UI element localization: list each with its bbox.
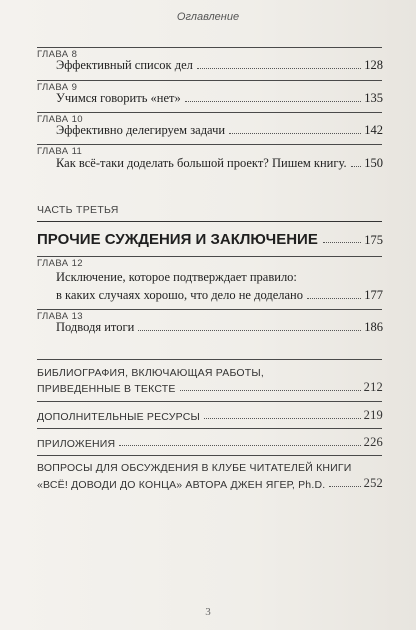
back-matter-entry[interactable] xyxy=(37,379,383,395)
leader-dots xyxy=(329,486,360,487)
toc-entry[interactable] xyxy=(56,287,383,303)
back-matter-title: ПРИЛОЖЕНИЯ xyxy=(37,438,116,450)
leader-dots xyxy=(180,390,361,391)
back-matter-title-line1: БИБЛИОГРАФИЯ, ВКЛЮЧАЮЩАЯ РАБОТЫ, xyxy=(37,367,265,379)
divider xyxy=(37,256,382,257)
part-title: ПРОЧИЕ СУЖДЕНИЯ И ЗАКЛЮЧЕНИЕ xyxy=(37,231,318,248)
leader-dots xyxy=(323,242,361,243)
toc-entry-title: Эффективный список дел xyxy=(56,58,193,72)
back-matter-page: 252 xyxy=(363,476,383,490)
divider xyxy=(37,359,382,360)
toc-entry-page: 142 xyxy=(364,123,383,137)
divider xyxy=(37,221,382,222)
back-matter-title: ДОПОЛНИТЕЛЬНЫЕ РЕСУРСЫ xyxy=(37,411,200,423)
back-matter-page: 212 xyxy=(363,380,383,394)
leader-dots xyxy=(119,445,360,446)
back-matter-title-line2: «ВСЁ! ДОВОДИ ДО КОНЦА» АВТОРА ДЖЕН ЯГЕР, Ph.D. xyxy=(37,479,326,491)
back-matter-entry[interactable] xyxy=(37,434,383,450)
toc-entry-title: Подводя итоги xyxy=(56,320,135,334)
divider xyxy=(37,309,382,310)
toc-entry[interactable] xyxy=(56,155,383,171)
leader-dots xyxy=(185,101,362,102)
part-label: ЧАСТЬ ТРЕТЬЯ xyxy=(37,204,119,216)
page-number: 3 xyxy=(205,606,211,618)
back-matter-entry[interactable] xyxy=(37,407,383,423)
chapter-label: ГЛАВА 10 xyxy=(37,114,83,125)
back-matter-page: 226 xyxy=(363,435,383,449)
divider xyxy=(37,47,382,48)
toc-entry-title: Учимся говорить «нет» xyxy=(56,91,181,105)
toc-entry-page: 177 xyxy=(364,288,383,302)
toc-entry[interactable] xyxy=(56,90,383,106)
divider xyxy=(37,80,382,81)
toc-entry-title: Как всё-таки доделать большой проект? Пишем книгу. xyxy=(56,156,347,170)
leader-dots xyxy=(138,330,361,331)
leader-dots xyxy=(229,133,361,134)
toc-entry-page: 150 xyxy=(364,156,383,170)
leader-dots xyxy=(307,298,361,299)
divider xyxy=(37,401,382,402)
toc-entry-title-line1: Исключение, которое подтверждает правило: xyxy=(56,270,297,284)
back-matter-entry[interactable] xyxy=(37,475,383,491)
toc-entry-page: 128 xyxy=(364,58,383,72)
toc-entry[interactable] xyxy=(56,122,383,138)
divider xyxy=(37,112,382,113)
divider xyxy=(37,455,382,456)
toc-entry[interactable] xyxy=(56,319,383,335)
leader-dots xyxy=(204,418,361,419)
toc-entry-page: 135 xyxy=(364,91,383,105)
back-matter-page: 219 xyxy=(363,408,383,422)
chapter-label: ГЛАВА 12 xyxy=(37,258,83,269)
chapter-label: ГЛАВА 13 xyxy=(37,311,83,322)
chapter-label: ГЛАВА 8 xyxy=(37,49,78,60)
toc-entry-page: 186 xyxy=(364,320,383,334)
part-entry[interactable] xyxy=(37,228,383,248)
toc-entry-title: Эффективно делегируем задачи xyxy=(56,123,226,137)
toc-entry-title-line2: в каких случаях хорошо, что дело не доделано xyxy=(56,288,303,302)
toc-entry[interactable] xyxy=(56,57,383,73)
running-header: Оглавление xyxy=(176,11,240,23)
leader-dots xyxy=(351,166,362,167)
back-matter-title-line1: ВОПРОСЫ ДЛЯ ОБСУЖДЕНИЯ В КЛУБЕ ЧИТАТЕЛЕЙ КНИГИ xyxy=(37,462,352,474)
part-page: 175 xyxy=(364,233,383,247)
chapter-label: ГЛАВА 11 xyxy=(37,146,83,157)
leader-dots xyxy=(197,68,361,69)
chapter-label: ГЛАВА 9 xyxy=(37,82,78,93)
divider xyxy=(37,428,382,429)
back-matter-title-line2: ПРИВЕДЕННЫЕ В ТЕКСТЕ xyxy=(37,383,176,395)
divider xyxy=(37,144,382,145)
